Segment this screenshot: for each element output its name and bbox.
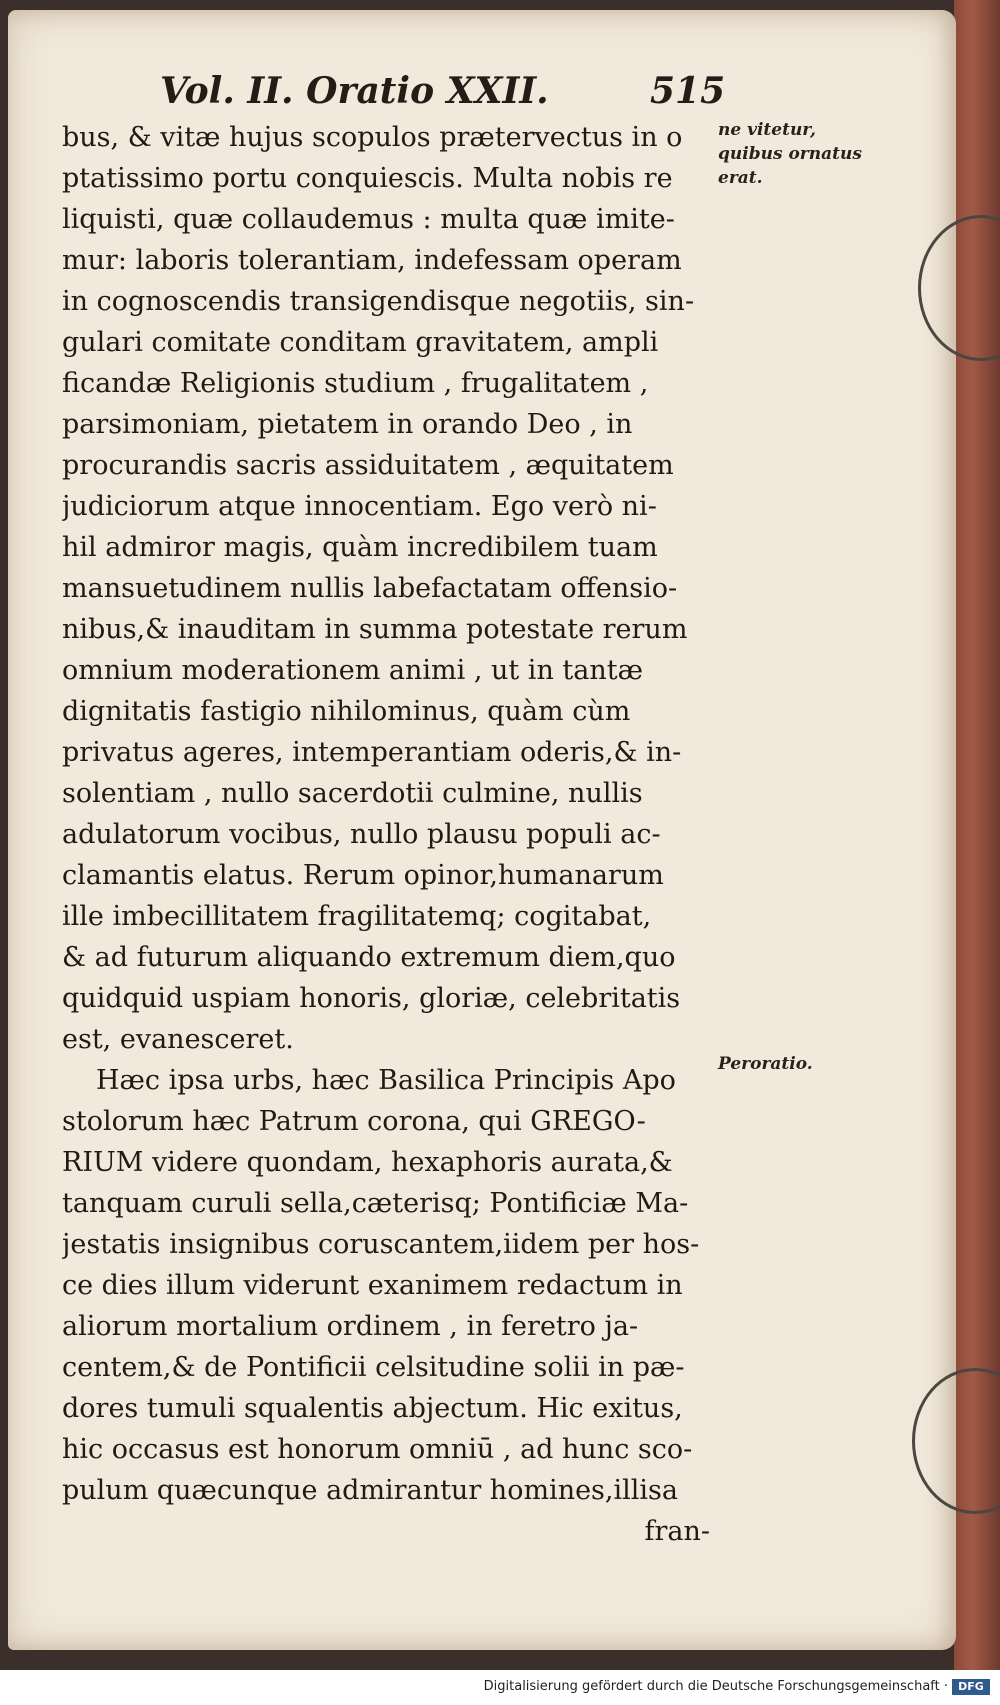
text-line: hic occasus est honorum omniū , ad hunc sco- [62, 1434, 693, 1465]
text-line: & ad futurum aliquando extremum diem,quo [62, 942, 676, 973]
catchword: fran- [644, 1516, 710, 1547]
text-line: ille imbecillitatem fragilitatemq; cogitabat, [62, 901, 652, 932]
text-line: nibus,& inauditam in summa potestate rerum [62, 614, 688, 645]
marginal-note: Peroratio. [718, 1054, 813, 1074]
text-line: dores tumuli squalentis abjectum. Hic exitus, [62, 1393, 683, 1424]
text-line: mur: laboris tolerantiam, indefessam operam [62, 245, 682, 276]
text-line: in cognoscendis transigendisque negotiis, sin- [62, 286, 695, 317]
body-text [62, 117, 710, 1552]
text-line: adulatorum vocibus, nullo plausu populi ac- [62, 819, 661, 850]
text-line: aliorum mortalium ordinem , in feretro ja- [62, 1311, 639, 1342]
text-line: parsimoniam, pietatem in orando Deo , in [62, 409, 633, 440]
page-number: 515 [650, 70, 726, 112]
text-line: RIUM videre quondam, hexaphoris aurata,& [62, 1147, 673, 1178]
text-line: dignitatis fastigio nihilominus, quàm cùm [62, 696, 631, 727]
text-line: tanquam curuli sella,cæterisq; Pontificiæ Ma- [62, 1188, 689, 1219]
funding-credit: Digitalisierung gefördert durch die Deutsche Forschungsgemeinschaft · [483, 1679, 948, 1694]
text-line: procurandis sacris assiduitatem , æquitatem [62, 450, 674, 481]
text-line: omnium moderationem animi , ut in tantæ [62, 655, 643, 686]
running-title: Vol. II. Oratio XXII. [160, 70, 549, 112]
text-line: gulari comitate conditam gravitatem, ampli [62, 327, 659, 358]
text-line: ficandæ Religionis studium , frugalitatem , [62, 368, 649, 399]
text-line: centem,& de Pontificii celsitudine solii in pæ- [62, 1352, 685, 1383]
text-line: stolorum hæc Patrum corona, qui GREGO- [62, 1106, 646, 1137]
text-line: clamantis elatus. Rerum opinor,humanarum [62, 860, 664, 891]
marginal-note: ne vitetur, quibus ornatus erat. [718, 120, 862, 188]
text-line: quidquid uspiam honoris, gloriæ, celebritatis [62, 983, 681, 1014]
text-line: mansuetudinem nullis labefactatam offensio- [62, 573, 678, 604]
text-line: liquisti, quæ collaudemus : multa quæ imite- [62, 204, 675, 235]
text-line: judiciorum atque innocentiam. Ego verò ni- [62, 491, 657, 522]
text-line: hil admiror magis, quàm incredibilem tuam [62, 532, 658, 563]
text-line: bus, & vitæ hujus scopulos prætervectus in o [62, 122, 683, 153]
running-header [160, 70, 726, 120]
footer-bar [0, 1670, 1000, 1705]
text-line: solentiam , nullo sacerdotii culmine, nullis [62, 778, 643, 809]
text-line: jestatis insignibus coruscantem,iidem per hos- [62, 1229, 700, 1260]
text-line: Hæc ipsa urbs, hæc Basilica Principis Apo [96, 1065, 676, 1096]
text-line: pulum quæcunque admirantur homines,illisa [62, 1475, 678, 1506]
text-line: est, evanesceret. [62, 1024, 294, 1055]
dfg-logo: DFG [952, 1679, 990, 1695]
text-line: ptatissimo portu conquiescis. Multa nobis re [62, 163, 673, 194]
text-line: ce dies illum viderunt exanimem redactum in [62, 1270, 683, 1301]
text-line: privatus ageres, intemperantiam oderis,& in- [62, 737, 682, 768]
